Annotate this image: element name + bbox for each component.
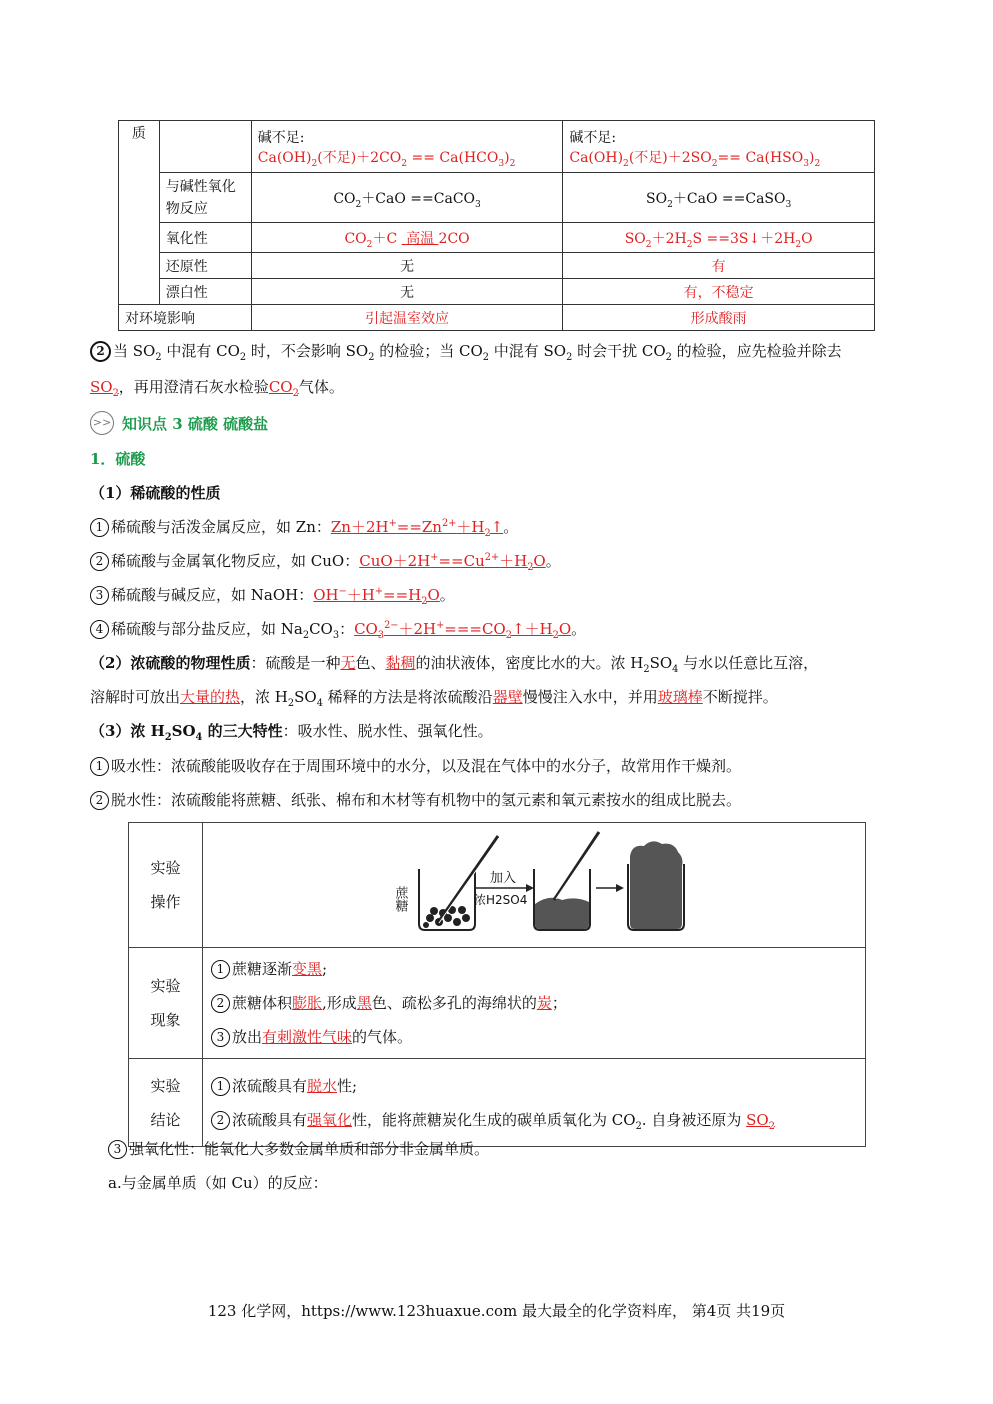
so2-cell: $SO_2+CaO$ ==CaSO$_3$ bbox=[563, 173, 875, 223]
table-row bbox=[119, 305, 875, 331]
sugar-label: 蔗糖 bbox=[392, 886, 408, 912]
text: 放出 bbox=[232, 1028, 263, 1046]
so2-cell bbox=[563, 121, 875, 173]
row-label bbox=[119, 121, 160, 305]
row-label: 对环境影响 bbox=[119, 305, 252, 331]
circled-number: 1 bbox=[90, 518, 109, 537]
cell-text: 碱不足: bbox=[569, 129, 617, 146]
text: 稀硫酸与金属氧化物反应，如 CuO： bbox=[111, 552, 360, 570]
answer: 黏稠 bbox=[385, 654, 416, 672]
answer: 脱水 bbox=[307, 1076, 338, 1095]
answer: 强氧化 bbox=[307, 1110, 353, 1129]
answer: 有刺激性气味 bbox=[262, 1028, 353, 1046]
answer: 玻璃棒 bbox=[657, 688, 703, 706]
answer: $SO_2$ bbox=[746, 1110, 775, 1132]
row-label: 氧化性 bbox=[159, 223, 251, 253]
circled-number: 3 bbox=[108, 1140, 127, 1159]
experiment-figure-cell bbox=[203, 823, 866, 948]
text: 浓硫酸具有 bbox=[232, 1076, 308, 1095]
double-chevron-icon: >> bbox=[90, 411, 114, 435]
answer: 黑 bbox=[356, 994, 372, 1012]
header-text: 操作 bbox=[150, 893, 181, 911]
circled-number: 3 bbox=[211, 1028, 230, 1047]
acid-label: 浓H2SO4 bbox=[474, 893, 528, 907]
text: 脱水性：浓硫酸能将蔗糖、纸张、棉布和木材等有机物中的氢元素和氧元素按水的组成比脱去。 bbox=[111, 791, 742, 809]
answer: 炭 bbox=[536, 994, 552, 1012]
co2-so2-comparison-table bbox=[118, 120, 875, 331]
text: 。 bbox=[545, 552, 561, 570]
paragraph-line: a.与金属单质（如 Cu）的反应： bbox=[108, 1174, 328, 1192]
header-text: 实验 bbox=[150, 859, 181, 877]
beaker-icon bbox=[534, 832, 600, 930]
header-text: 现象 bbox=[150, 1011, 181, 1029]
so2-cell: 有，不稳定 bbox=[563, 279, 875, 305]
text: 稀硫酸与碱反应，如 NaOH： bbox=[111, 586, 314, 604]
list-item bbox=[90, 550, 561, 571]
answer: 变黑 bbox=[292, 960, 323, 978]
paragraph-line bbox=[90, 720, 493, 741]
subsection-title: 1．硫酸 bbox=[90, 450, 146, 468]
co2-cell: $CO_2+C$ 高温 2CO bbox=[251, 223, 563, 253]
answer: 无 bbox=[340, 654, 356, 672]
text: ； bbox=[551, 994, 567, 1012]
row-label: 漂白性 bbox=[159, 279, 251, 305]
text: 。 bbox=[439, 586, 455, 604]
row-header bbox=[129, 1059, 203, 1147]
co2-alkali-eq: $Ca(OH)_2$(不足)$+2CO_2 == Ca(HCO_3)_2$ bbox=[257, 149, 516, 169]
note-line-1: 2 当 $SO_2$ 中混有 $CO_2$ 时，不会影响 $SO_2$ 的检验；当 $CO_2$ 中混有 $SO_2$ 时会干扰 $CO_2$ 的检验，应先检验并除去 bbox=[90, 340, 842, 362]
text: 浓硫酸具有 bbox=[232, 1110, 308, 1129]
answer: $Zn+2H^+==Zn^{2+}+H_2↑$ bbox=[330, 518, 504, 539]
table-row bbox=[129, 823, 866, 948]
text: 色、 bbox=[355, 654, 386, 672]
text: 的气体。 bbox=[352, 1028, 413, 1046]
list-item bbox=[211, 986, 857, 1020]
table-row bbox=[119, 121, 875, 173]
table-row bbox=[119, 223, 875, 253]
list-item: 2 浓硫酸具有强氧化性，能将蔗糖炭化生成的碳单质氧化为 $CO_2$. 自身被还原为 $SO_2$ bbox=[211, 1103, 857, 1137]
text: ：硫酸是一种 bbox=[250, 654, 341, 672]
table-row bbox=[119, 253, 875, 279]
conclusion-cell bbox=[203, 1059, 866, 1147]
so2-cell: 有 bbox=[563, 253, 875, 279]
list-item: 4 稀硫酸与部分盐反应，如 $Na_2CO_3$：$CO_3^{2-}+2H^+===CO_2↑+H_2O$。 bbox=[90, 618, 586, 639]
text: ,形成 bbox=[322, 994, 357, 1012]
note-line-2 bbox=[90, 376, 344, 397]
list-item bbox=[211, 952, 857, 986]
beaker-icon bbox=[628, 841, 684, 930]
text: ; bbox=[322, 960, 328, 978]
so2-cell: $SO_2+2H_2S$ $==3S↓+2H_2O$ bbox=[563, 223, 875, 253]
table-row bbox=[119, 173, 875, 223]
circled-number: 4 bbox=[90, 620, 109, 639]
answer: 器壁 bbox=[492, 688, 523, 706]
circled-number: 2 bbox=[211, 994, 230, 1013]
circled-number: 3 bbox=[90, 586, 109, 605]
answer: $SO_2$ bbox=[90, 378, 119, 399]
paragraph-line: 溶解时可放出大量的热，浓 $H_2SO_4$ 稀释的方法是将浓硫酸沿器壁慢慢注入水中，并用玻璃棒不断搅拌。 bbox=[90, 688, 778, 709]
text: 稀硫酸与活泼金属反应，如 Zn： bbox=[111, 518, 331, 536]
text: 强氧化性：能氧化大多数金属单质和部分非金属单质。 bbox=[129, 1140, 490, 1158]
circled-number: 2 bbox=[90, 341, 111, 362]
section-heading bbox=[90, 410, 268, 436]
header-text: 实验 bbox=[150, 1076, 181, 1095]
experiment-table bbox=[128, 822, 866, 1147]
text: 不断搅拌。 bbox=[702, 688, 778, 706]
section-title: 知识点 3 硫酸 硫酸盐 bbox=[122, 414, 269, 433]
text: 气体。 bbox=[298, 378, 344, 396]
paragraph-title: （2）浓硫酸的物理性质 bbox=[90, 654, 251, 672]
row-label: 与碱性氧化物反应 bbox=[159, 173, 251, 223]
circled-number: 1 bbox=[211, 1077, 230, 1096]
cell-text: 碱不足: bbox=[257, 129, 305, 146]
paragraph-line: （2）浓硫酸的物理性质：硫酸是一种无色、黏稠的油状液体，密度比水的大。浓 $H_2SO_4$ 与水以任意比互溶， bbox=[90, 654, 819, 675]
text: 蔗糖逐渐 bbox=[232, 960, 293, 978]
so2-cell: 形成酸雨 bbox=[563, 305, 875, 331]
answer: $CuO+2H^+==Cu^{2+}+H_2O$ bbox=[359, 552, 546, 573]
answer: 大量的热 bbox=[180, 688, 241, 706]
header-text: 结论 bbox=[150, 1110, 181, 1129]
circled-number: 2 bbox=[211, 1111, 230, 1130]
list-item bbox=[90, 789, 741, 810]
paragraph-title: （3）浓 $H_2SO_4$ 的三大特性 bbox=[90, 722, 283, 743]
text: 吸水性：浓硫酸能吸收存在于周围环境中的水分，以及混在气体中的水分子，故常用作干燥剂。 bbox=[111, 757, 742, 775]
add-label: 加入 bbox=[490, 871, 517, 886]
list-item bbox=[211, 1020, 857, 1054]
list-item bbox=[90, 516, 518, 537]
co2-cell: 无 bbox=[251, 253, 563, 279]
row-header bbox=[129, 948, 203, 1059]
circled-number: 2 bbox=[90, 552, 109, 571]
text: ，再用澄清石灰水检验 bbox=[118, 378, 269, 396]
header-text: 实验 bbox=[150, 977, 181, 995]
beaker-icon bbox=[419, 836, 499, 930]
so2-alkali-eq: $Ca(OH)_2$(不足)$+2SO_2== Ca(HSO_3)_2$ bbox=[569, 149, 821, 169]
phenomenon-cell bbox=[203, 948, 866, 1059]
co2-cell: 无 bbox=[251, 279, 563, 305]
answer: $OH^-+H^+==H_2O$ bbox=[313, 586, 440, 607]
circled-number: 1 bbox=[211, 960, 230, 979]
row-header bbox=[129, 823, 203, 948]
co2-cell: $CO_2+CaO$ ==CaCO$_3$ bbox=[251, 173, 563, 223]
co2-cell bbox=[251, 121, 563, 173]
co2-cell: 引起温室效应 bbox=[251, 305, 563, 331]
circled-number: 2 bbox=[90, 791, 109, 810]
answer: $CO_2$ bbox=[268, 378, 299, 399]
text: 慢慢注入水中，并用 bbox=[522, 688, 658, 706]
answer: $CO_3^{2-}+2H^+===CO_2↑+H_2O$ bbox=[354, 620, 572, 641]
empty-cell bbox=[159, 121, 251, 173]
list-item bbox=[211, 1069, 857, 1103]
table-row bbox=[119, 279, 875, 305]
list-item bbox=[108, 1138, 489, 1159]
list-item bbox=[90, 584, 455, 605]
text: ：吸水性、脱水性、强氧化性。 bbox=[282, 722, 493, 740]
table-row bbox=[129, 1059, 866, 1147]
answer: 膨胀 bbox=[292, 994, 323, 1012]
sugar-dehydration-figure bbox=[204, 824, 864, 942]
row-label: 还原性 bbox=[159, 253, 251, 279]
text: 。 bbox=[503, 518, 519, 536]
text: 性; bbox=[337, 1076, 358, 1095]
circled-number: 1 bbox=[90, 757, 109, 776]
text: 色、疏松多孔的海绵状的 bbox=[371, 994, 537, 1012]
text: 。 bbox=[571, 620, 587, 638]
text: 溶解时可放出 bbox=[90, 688, 181, 706]
label-text: 质 bbox=[131, 126, 146, 142]
paragraph-title: （1）稀硫酸的性质 bbox=[90, 484, 221, 502]
table-row bbox=[129, 948, 866, 1059]
list-item bbox=[90, 755, 741, 776]
page-footer: 123 化学网，https://www.123huaxue.com 最大最全的化学资料库， 第4页 共19页 bbox=[207, 1302, 786, 1320]
text: 蔗糖体积 bbox=[232, 994, 293, 1012]
